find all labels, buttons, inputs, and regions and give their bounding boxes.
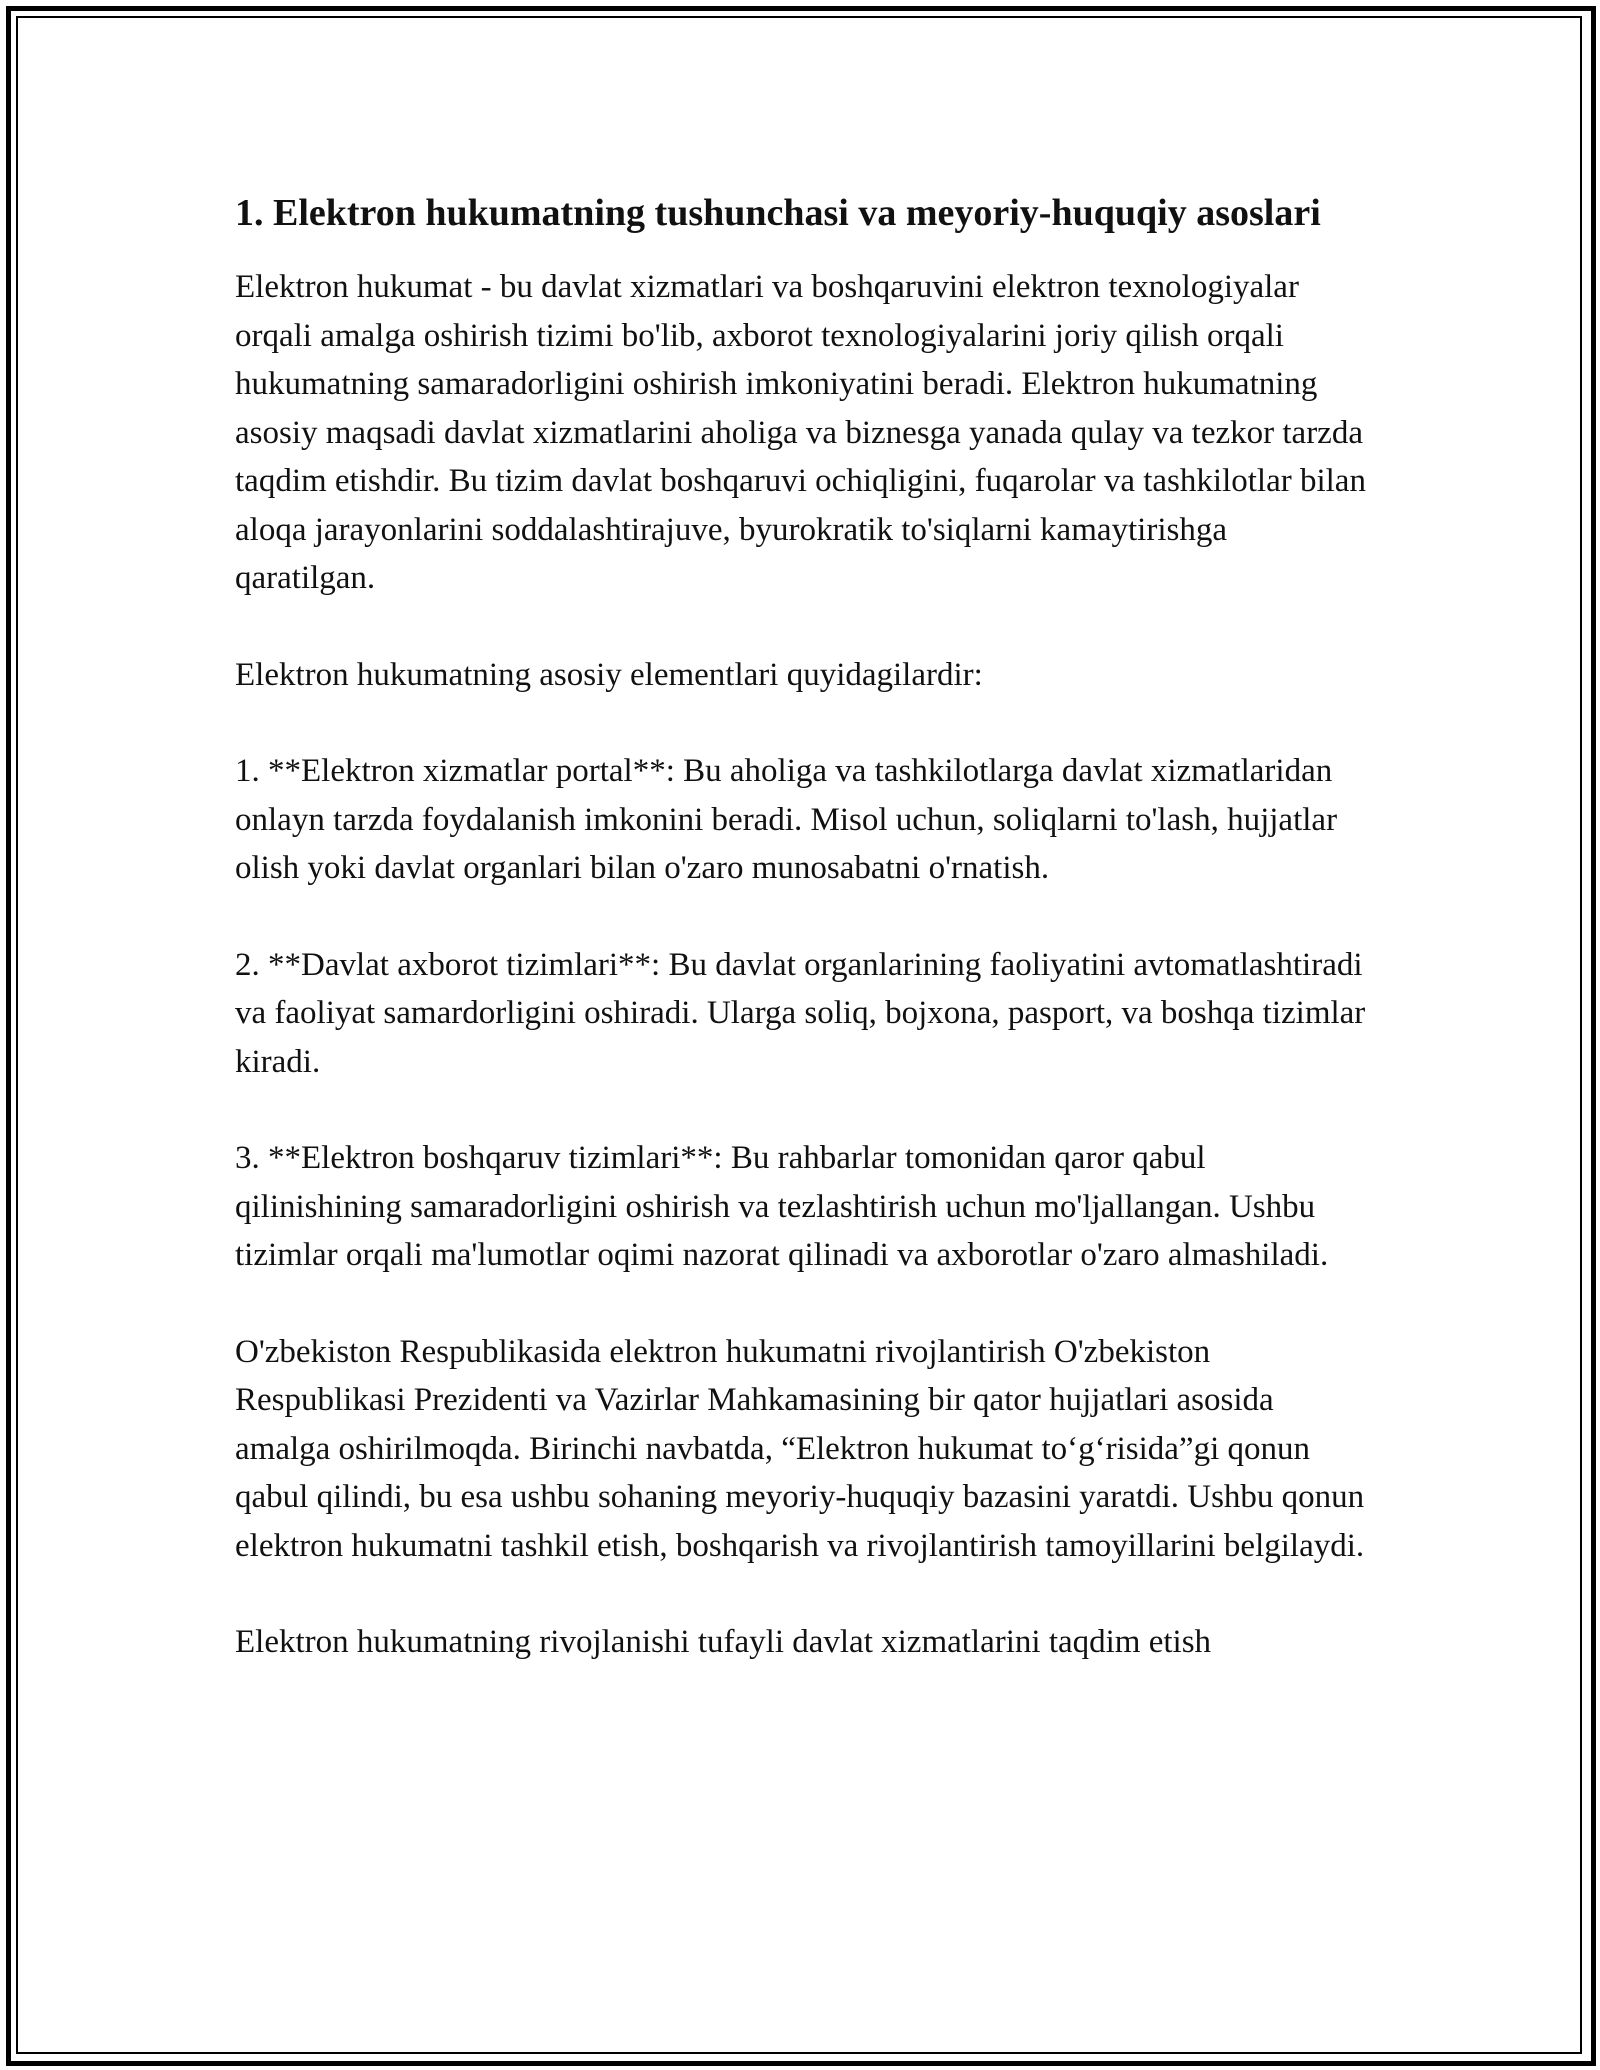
- section-heading: 1. Elektron hukumatning tushunchasi va meyoriy-huquqiy asoslari: [235, 192, 1321, 234]
- paragraph-elements-intro: Elektron hukumatning asosiy elementlari quyidagilardir:: [235, 656, 983, 693]
- list-item-electronic-services-portal: 1. **Elektron xizmatlar portal**: Bu aholiga va tashkilotlarga davlat xizmatlaridan onlayn tarzda foydalanish imkonini beradi. Misol uchun, soliqlarni to'lash, hujjatlar olish yoki davlat organlari bilan o'zaro munosabatni o'rnatish.: [235, 753, 1338, 886]
- paragraph-uzbekistan-legal-basis: O'zbekiston Respublikasida elektron hukumatni rivojlantirish O'zbekiston Respublikasi Prezidenti va Vazirlar Mahkamasining bir qator hujjatlari asosida amalga oshirilmoqda. Birinchi navbatda, “Elektron hukumat to‘g‘risida”gi qonun qabul qilindi, bu esa ushbu sohaning meyoriy-huquqiy bazasini yaratdi. Ushbu qonun elektron hukumatni tashkil etish, boshqarish va rivojlantirish tamoyillarini belgilaydi.: [235, 1333, 1365, 1564]
- list-item-state-information-systems: 2. **Davlat axborot tizimlari**: Bu davlat organlarining faoliyatini avtomatlashtiradi va faoliyat samardorligini oshiradi. Ularga soliq, bojxona, pasport, va boshqa tizimlar kiradi.: [235, 946, 1366, 1080]
- paragraph-definition: Elektron hukumat - bu davlat xizmatlari va boshqaruvini elektron texnologiyalar orqali amalga oshirish tizimi bo'lib, axborot texnologiyalarini joriy qilish orqali hukumatning samaradorligini oshirish imkoniyatini beradi. Elektron hukumatning asosiy maqsadi davlat xizmatlarini aholiga va biznesga yanada qulay va tezkor tarzda taqdim etishdir. Bu tizim davlat boshqaruvi ochiqligini, fuqarolar va tashkilotlar bilan aloqa jarayonlarini soddalashtirajuve, byurokratik to'siqlarni kamaytirishga qaratilgan.: [235, 269, 1366, 596]
- paragraph-development-continued: Elektron hukumatning rivojlanishi tufayli davlat xizmatlarini taqdim etish: [235, 1624, 1212, 1660]
- list-item-electronic-management-systems: 3. **Elektron boshqaruv tizimlari**: Bu rahbarlar tomonidan qaror qabul qilinishining samaradorligini oshirish va tezlashtirish uchun mo'ljallangan. Ushbu tizimlar orqali ma'lumotlar oqimi nazorat qilinadi va axborotlar o'zaro almashiladi.: [235, 1140, 1329, 1273]
- document-body: [235, 186, 1375, 1715]
